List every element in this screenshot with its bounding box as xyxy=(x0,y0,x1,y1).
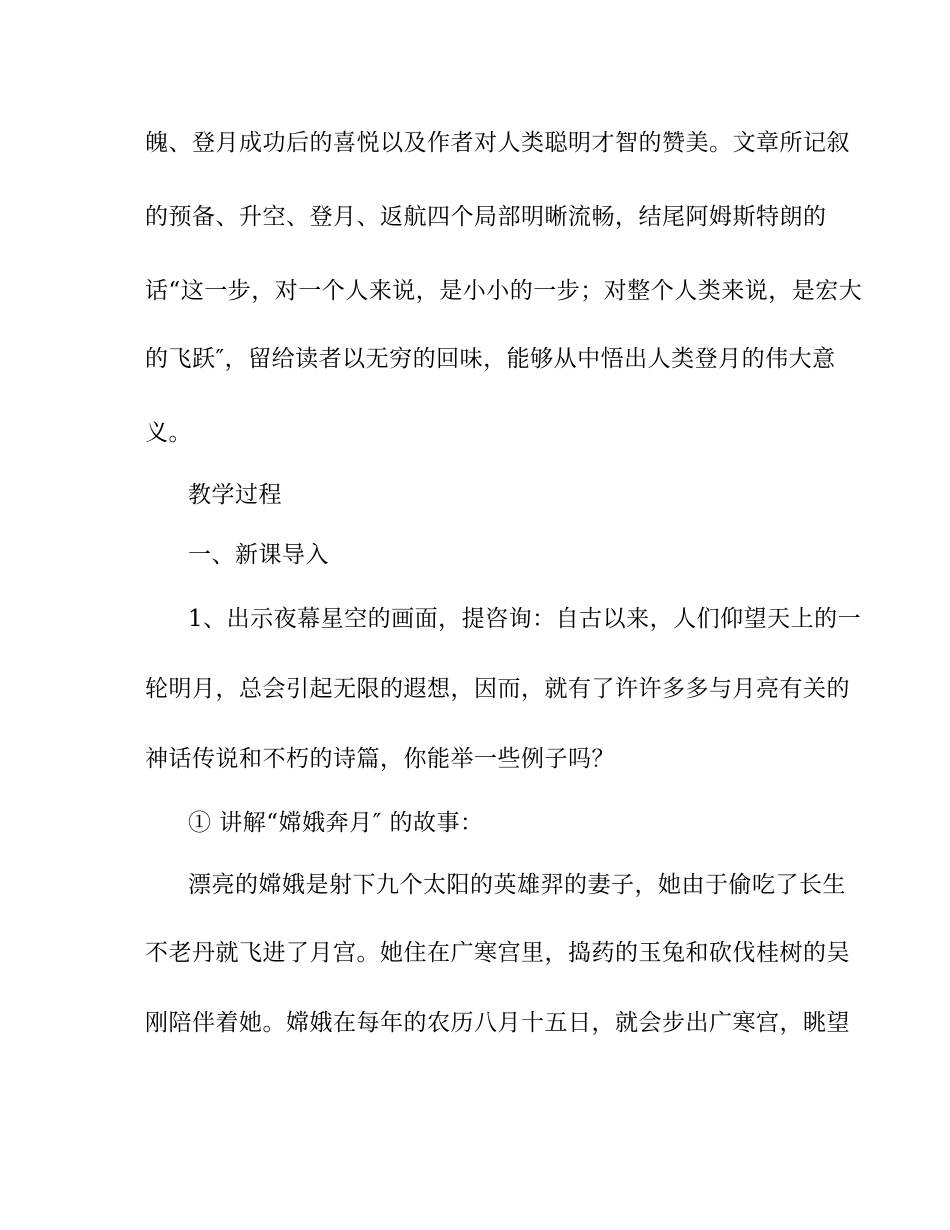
text-line-8: 1、出示夜幕星空的画面，提咨询：自古以来，人们仰望天上的一 xyxy=(188,606,862,632)
text-line-3: 话“这一步，对一个人来说，是小小的一步；对整个人类来说，是宏大 xyxy=(145,278,863,304)
text-line-9: 轮明月，总会引起无限的遐想，因而，就有了许许多多与月亮有关的 xyxy=(145,676,850,702)
text-line-12: 漂亮的嫦娥是射下九个太阳的英雄羿的妻子，她由于偷吃了长生 xyxy=(188,872,846,898)
text-line-1: 魄、登月成功后的喜悦以及作者对人类聪明才智的赞美。文章所记叙 xyxy=(145,130,850,156)
text-line-5: 义。 xyxy=(145,420,192,446)
text-line-14: 刚陪伴着她。嫦娥在每年的农历八月十五日，就会步出广寒宫，眺望 xyxy=(145,1010,850,1036)
subheading-new-lesson-intro: 一、新课导入 xyxy=(188,542,329,568)
text-line-11: ① 讲解“嫦娥奔月″ 的故事： xyxy=(188,810,484,836)
text-line-4: 的飞跃″，留给读者以无穷的回味，能够从中悟出人类登月的伟大意 xyxy=(145,346,836,372)
text-line-10: 神话传说和不朽的诗篇，你能举一些例子吗？ xyxy=(145,746,615,772)
section-heading-teaching-process: 教学过程 xyxy=(188,482,282,508)
text-line-2: 的预备、升空、登月、返航四个局部明晰流畅，结尾阿姆斯特朗的 xyxy=(145,204,827,230)
text-line-13: 不老丹就飞进了月宫。她住在广寒宫里，捣药的玉兔和砍伐桂树的吴 xyxy=(145,940,850,966)
